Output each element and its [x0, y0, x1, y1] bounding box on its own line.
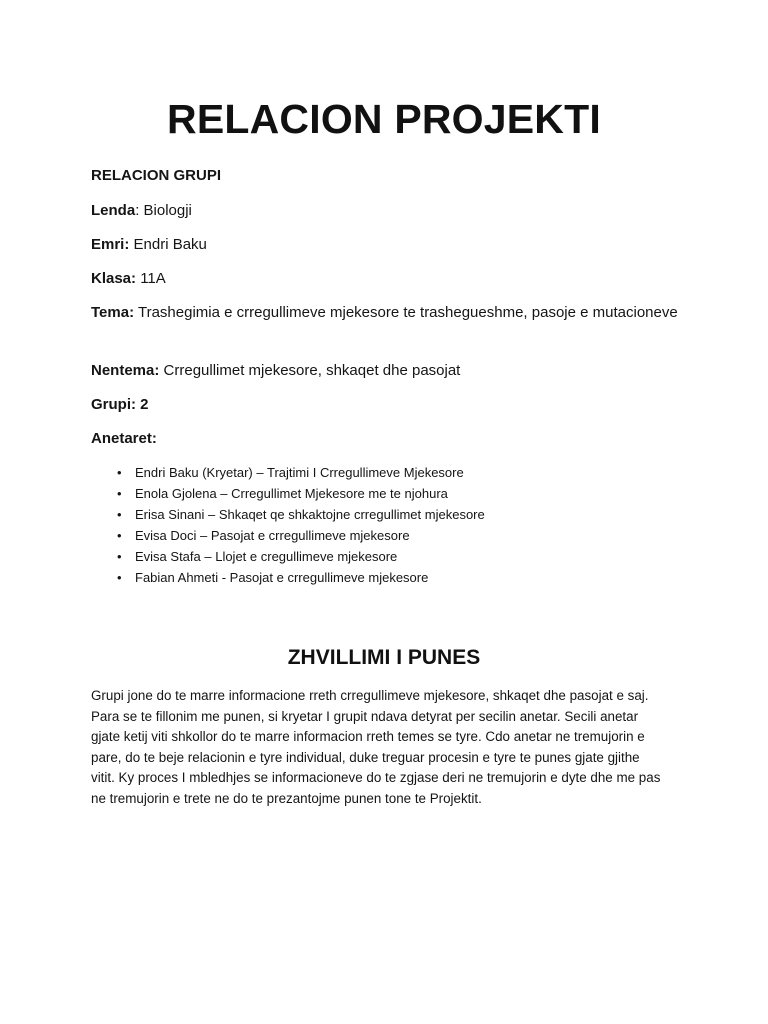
bullet-icon: •: [117, 549, 122, 564]
field-lenda: [91, 199, 691, 223]
section-title: ZHVILLIMI I PUNES: [287, 646, 481, 669]
field-tema-value: Trashegimia e crregullimeve mjekesore te trashegueshme, pasoje e mutacioneve: [134, 304, 678, 321]
field-klasa: [91, 267, 691, 291]
list-item: [91, 504, 691, 525]
field-anetaret: [91, 427, 691, 451]
field-lenda-value: : Biologji: [135, 202, 192, 219]
paragraph-line: Para se te fillonim me punen, si kryetar I grupit ndava detyrat per secilin anetar. Secili anetar: [91, 708, 639, 724]
field-nentema-value: Crregullimet mjekesore, shkaqet dhe pasojat: [159, 362, 461, 379]
bullet-icon: •: [117, 465, 122, 480]
field-klasa-label: Klasa:: [91, 270, 137, 287]
list-item: [91, 567, 691, 588]
members-list: [91, 462, 691, 588]
paragraph-line: Grupi jone do te marre informacione rreth crregullimeve mjekesore, shkaqet dhe pasojat e saj.: [91, 688, 649, 703]
member-text: Endri Baku (Kryetar) – Trajtimi I Crregullimeve Mjekesore: [135, 465, 464, 480]
member-text: Evisa Doci – Pasojat e crregullimeve mjekesore: [135, 528, 410, 543]
field-nentema: [91, 359, 691, 383]
list-item: [91, 525, 691, 546]
member-text: Enola Gjolena – Crregullimet Mjekesore me te njohura: [135, 486, 448, 501]
field-grupi: [91, 393, 691, 417]
member-text: Fabian Ahmeti - Pasojat e crregullimeve mjekesore: [135, 570, 429, 585]
bullet-icon: •: [117, 528, 122, 543]
field-emri-value: Endri Baku: [129, 236, 207, 253]
field-emri-label: Emri:: [91, 236, 130, 253]
list-item: [91, 483, 691, 504]
paragraph-line: pare, do te beje relacionin e tyre individual, duke treguar procesin e tyre te punes gjate gjithe: [91, 749, 640, 765]
document-title: RELACION PROJEKTI: [167, 96, 601, 142]
list-item: [91, 546, 691, 567]
subtitle-relacion-grupi: [91, 164, 691, 188]
field-emri: [91, 233, 691, 257]
member-text: Evisa Stafa – Llojet e cregullimeve mjekesore: [135, 549, 398, 564]
member-text: Erisa Sinani – Shkaqet qe shkaktojne crregullimet mjekesore: [135, 507, 485, 522]
paragraph-line: gjate ketij viti shkollor do te marre informacion rreth temes se tyre. Cdo anetar ne tremujorin e: [91, 729, 645, 745]
field-tema: [91, 301, 691, 325]
bullet-icon: •: [117, 507, 122, 522]
field-grupi-label: Grupi:: [91, 396, 136, 413]
field-lenda-label: Lenda: [91, 202, 136, 219]
field-grupi-value: 2: [136, 396, 149, 413]
body-paragraph: [91, 686, 691, 810]
subtitle-text: RELACION GRUPI: [91, 167, 222, 184]
paragraph-line: vitit. Ky proces I mbledhjes se informacioneve do te zgjase deri ne tremujorin e dyte dhe me pas: [91, 770, 661, 786]
field-klasa-value: 11A: [136, 270, 166, 287]
paragraph-line: ne tremujorin e trete ne do te prezantojme punen tone te Projektit.: [91, 790, 482, 806]
bullet-icon: •: [117, 570, 122, 585]
field-tema-label: Tema:: [91, 304, 135, 321]
field-nentema-label: Nentema:: [91, 362, 160, 379]
field-anetaret-label: Anetaret:: [91, 430, 157, 447]
bullet-icon: •: [117, 486, 122, 501]
list-item: [91, 462, 691, 483]
